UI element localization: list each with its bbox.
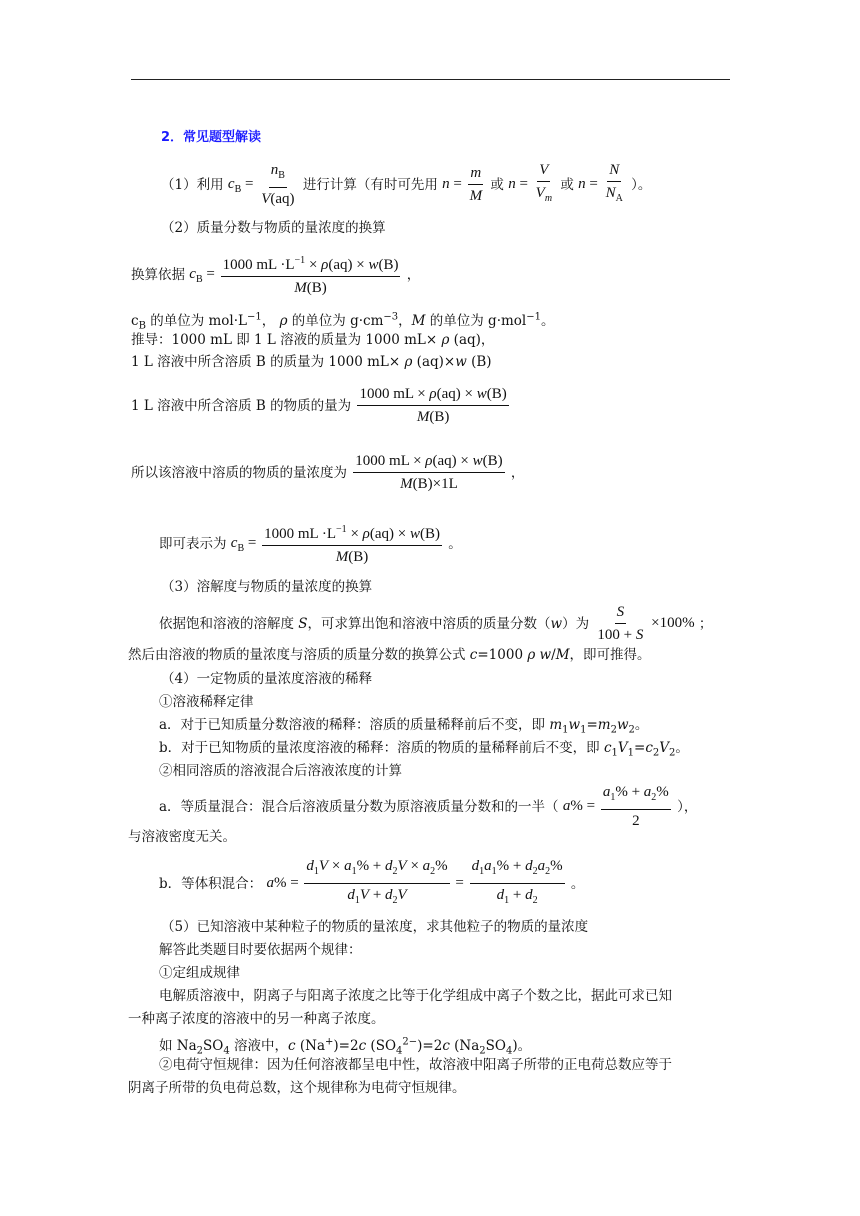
p2-title: （2）质量分数与物质的量浓度的换算 — [161, 220, 386, 236]
p4-a-line: a．对于已知质量分数溶液的稀释：溶质的质量稀释前后不变，即 $m_1w_1=m_2w_2$。 — [159, 717, 649, 736]
formula-moles-b: $\frac{1000 mL \times \rho(aq) \times w(B)}{M(B)}$ — [359, 386, 507, 425]
p5-rule2-text2: 阴离子所带的负电荷总数，这个规律称为电荷守恒规律。 — [128, 1080, 466, 1096]
p4-vol-mix-line: b．等体积混合： a% = $\frac{d_1V \times a_1\% + d_2V \times a_2\%}{d_1V + d_2V}$ = $\frac{d_1a_1\% + d_2a_2\%}{d_1 + d_2}$ 。 — [159, 856, 584, 911]
p2-units-line: $c_B$ 的单位为 $mol\cdot L^{-1}$， ρ 的单位为 $g\cdot cm^{-3}$，M 的单位为 g·mol$^{-1}$。 — [131, 311, 555, 332]
p4-b-line: b．对于已知物质的量浓度溶液的稀释：溶质的物质的量稀释前后不变，即 $c_1V_1=c_2V_2$。 — [159, 740, 689, 759]
formula-n-v-over-vm: n = $\frac{V}{V_m}$ — [508, 162, 553, 204]
formula-equal-mass-mix: a% = $\frac{a_1\% + a_2\%}{2}$ — [562, 784, 669, 829]
p4-mass-mix-line: a．等质量混合：混合后溶液质量分数为原溶液质量分数和的一半（ a% = $\frac{a_1\% + a_2\%}{2}$ ）， — [159, 784, 698, 829]
formula-n-N-over-NA: n = $\frac{N}{N_A}$ — [578, 162, 623, 204]
section-heading: 2．常见题型解读 — [161, 130, 262, 145]
header-rule — [131, 79, 730, 80]
p5-rule1-text1: 电解质溶液中，阴离子与阳离子浓度之比等于化学组成中离子个数之比，据此可求已知 — [159, 988, 672, 1004]
p4-mass-mix-tail: 与溶液密度无关。 — [128, 829, 236, 845]
p1-line: （1）利用 $c_B$ = $\frac{n_B}{V(aq)}$ 进行计算（有时可先用 n = $\frac{m}{M}$ 或 n = $\frac{V}{V_m}$ 或 n = $\frac{N}{N_A}$ ）。 — [161, 162, 652, 207]
p3-title: （3）溶解度与物质的量浓度的换算 — [161, 579, 373, 595]
formula-conversion-basis: $c_B$ = $\frac{1000 mL \cdot L^{-1} \times \rho(aq) \times w(B)}{M(B)}$ — [189, 251, 402, 298]
p5-rule2-text1: ②电荷守恒规律：因为任何溶液都呈电中性，故溶液中阳离子所带的正电荷总数应等于 — [159, 1057, 672, 1073]
p2-derive3: 1 L 溶液中所含溶质 B 的物质的量为 $\frac{1000 mL \times \rho(aq) \times w(B)}{M(B)}$ — [131, 384, 511, 427]
p5-rule1: ①定组成规律 — [159, 965, 240, 981]
p2-derive4: 所以该溶液中溶质的物质的量浓度为 $\frac{1000 mL \times \rho(aq) \times w(B)}{M(B)\times 1L}$ ， — [131, 453, 525, 492]
p3-line2: 然后由溶液的物质的量浓度与溶质的质量分数的换算公式 c=1000 ρ w/M，即可推得。 — [128, 647, 651, 663]
p4-rule2: ②相同溶质的溶液混合后溶液浓度的计算 — [159, 763, 402, 779]
p4-title: （4）一定物质的量浓度溶液的稀释 — [161, 671, 373, 687]
formula-mass-fraction-solubility: $\frac{S}{100 + S}$ ×100% — [597, 604, 695, 643]
p3-line1: 依据饱和溶液的溶解度 S，可求算出饱和溶液中溶质的质量分数（w）为 $\frac{S}{100 + S}$ ×100% ； — [159, 604, 713, 643]
formula-n-m-over-M: n = $\frac{m}{M}$ — [442, 165, 483, 204]
p5-example: 如 $Na_2SO_4$ 溶液中，c (Na+)=2c $(SO_4^{2-})=2c$ $(Na_2SO_4)$。 — [159, 1036, 532, 1057]
p5-rule1-text2: 一种离子浓度的溶液中的另一种离子浓度。 — [128, 1011, 385, 1027]
p5-intro: 解答此类题目时要依据两个规律： — [159, 942, 362, 958]
formula-equal-volume-mix: a% = $\frac{d_1V \times a_1\% + d_2V \times a_2\%}{d_1V + d_2V}$ = $\frac{d_1a_1\% + d_2a_2\%}{d_1 + d_2}$ — [266, 858, 563, 906]
formula-concentration-b: $\frac{1000 mL \times \rho(aq) \times w(B)}{M(B)\times 1L}$ — [355, 453, 503, 492]
p2-derive5: 即可表示为 $c_B$ = $\frac{1000 mL \cdot L^{-1} \times \rho(aq) \times w(B)}{M(B)}$ 。 — [159, 520, 462, 567]
formula-cb-n-over-v: $c_B$ = $\frac{n_B}{V(aq)}$ — [227, 162, 295, 207]
formula-cb-final: $c_B$ = $\frac{1000 mL \cdot L^{-1} \times \rho(aq) \times w(B)}{M(B)}$ — [231, 520, 444, 567]
p2-basis-line: 换算依据 $c_B$ = $\frac{1000 mL \cdot L^{-1} \times \rho(aq) \times w(B)}{M(B)}$ ， — [131, 251, 420, 298]
p4-rule1: ①溶液稀释定律 — [159, 694, 254, 710]
p2-derive1: 推导：1000 mL 即 1 L 溶液的质量为 1000 mL× ρ (aq)， — [131, 332, 495, 348]
p5-title: （5）已知溶液中某种粒子的物质的量浓度，求其他粒子的物质的量浓度 — [161, 919, 589, 935]
p2-derive2: 1 L 溶液中所含溶质 B 的质量为 1000 mL× ρ (aq)×w (B) — [131, 354, 492, 370]
